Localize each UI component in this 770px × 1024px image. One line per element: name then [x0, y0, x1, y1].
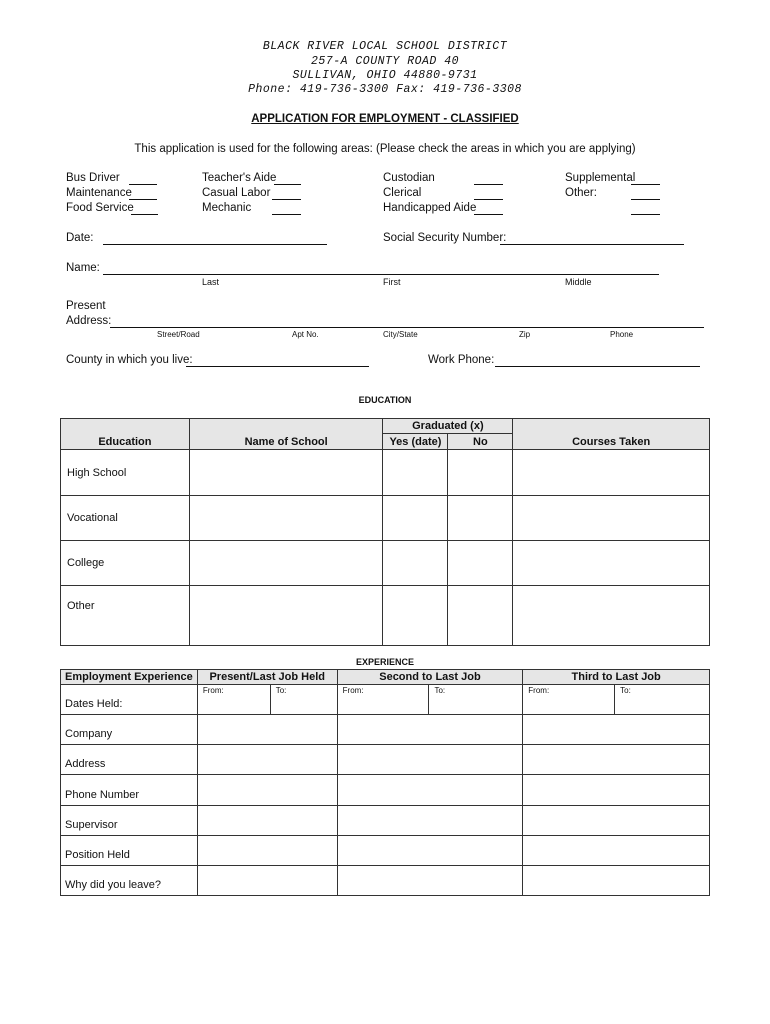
- experience-section-title: EXPERIENCE: [355, 657, 415, 667]
- exp-row-label: Dates Held:: [61, 685, 198, 715]
- exp-job2-cell[interactable]: [337, 715, 523, 745]
- edu-row-college: [61, 541, 710, 586]
- exp-job2-cell[interactable]: [337, 866, 523, 896]
- address-label: Address:: [66, 315, 112, 327]
- exp-job1-cell[interactable]: [197, 775, 337, 806]
- edu-yes-cell[interactable]: [383, 450, 448, 496]
- edu-no-cell[interactable]: [448, 496, 513, 541]
- exp-row-why-leave: [61, 866, 710, 896]
- exp-row-position: [61, 836, 710, 866]
- date-label: Date:: [66, 232, 94, 244]
- edu-yes-cell[interactable]: [383, 496, 448, 541]
- address-field[interactable]: [110, 327, 704, 328]
- exp-job2-from[interactable]: From:: [337, 685, 429, 715]
- exp-job3-cell[interactable]: [523, 806, 710, 836]
- area-teachers-aide: Teacher's Aide: [202, 172, 277, 184]
- addr-city-caption: City/State: [383, 330, 418, 339]
- area-maintenance-blank[interactable]: [129, 199, 157, 200]
- exp-col-job3: Third to Last Job: [523, 670, 710, 685]
- exp-job2-cell[interactable]: [337, 745, 523, 775]
- exp-job2-cell[interactable]: [337, 806, 523, 836]
- exp-col-label: Employment Experience: [61, 670, 198, 685]
- exp-row-label: Supervisor: [61, 806, 198, 836]
- area-other: Other:: [565, 187, 597, 199]
- exp-job3-cell[interactable]: [523, 745, 710, 775]
- edu-yes-cell[interactable]: [383, 541, 448, 586]
- exp-job3-cell[interactable]: [523, 775, 710, 806]
- area-casual-labor: Casual Labor: [202, 187, 271, 199]
- exp-row-label: Phone Number: [61, 775, 198, 806]
- area-other-blank-2[interactable]: [631, 214, 660, 215]
- exp-job1-cell[interactable]: [197, 715, 337, 745]
- addr-apt-caption: Apt No.: [292, 330, 319, 339]
- edu-row-other: [61, 586, 710, 646]
- area-food-service: Food Service: [66, 202, 134, 214]
- area-casual-labor-blank[interactable]: [272, 199, 301, 200]
- exp-job1-to[interactable]: To:: [270, 685, 337, 715]
- area-handicapped-aide: Handicapped Aide: [383, 202, 477, 214]
- area-other-blank[interactable]: [631, 199, 660, 200]
- work-phone-field[interactable]: [495, 366, 700, 367]
- name-label: Name:: [66, 262, 100, 274]
- addr-street-caption: Street/Road: [157, 330, 200, 339]
- exp-job3-to[interactable]: To:: [615, 685, 710, 715]
- exp-job2-cell[interactable]: [337, 775, 523, 806]
- exp-row-label: Company: [61, 715, 198, 745]
- exp-job1-cell[interactable]: [197, 866, 337, 896]
- exp-row-label: Why did you leave?: [61, 866, 198, 896]
- edu-row-label: Other: [61, 586, 190, 646]
- addr-zip-caption: Zip: [519, 330, 531, 339]
- exp-row-phone: [61, 775, 710, 806]
- edu-school-cell[interactable]: [189, 586, 383, 646]
- area-clerical: Clerical: [383, 187, 422, 199]
- exp-job3-cell[interactable]: [523, 866, 710, 896]
- edu-courses-cell[interactable]: [513, 586, 710, 646]
- education-table: [60, 418, 710, 646]
- area-mechanic: Mechanic: [202, 202, 252, 214]
- exp-job3-from[interactable]: From:: [523, 685, 615, 715]
- edu-col-school: Name of School: [189, 419, 383, 450]
- exp-job1-from[interactable]: From:: [197, 685, 270, 715]
- edu-row-label: High School: [61, 450, 190, 496]
- edu-col-courses: Courses Taken: [513, 419, 710, 450]
- edu-school-cell[interactable]: [189, 450, 383, 496]
- exp-col-job1: Present/Last Job Held: [197, 670, 337, 685]
- edu-col-yes: Yes (date): [383, 434, 448, 450]
- county-label: County in which you live:: [66, 354, 193, 366]
- area-supplemental-blank[interactable]: [631, 184, 660, 185]
- area-supplemental: Supplemental: [565, 172, 636, 184]
- exp-job2-cell[interactable]: [337, 836, 523, 866]
- name-first-caption: First: [383, 277, 401, 287]
- edu-no-cell[interactable]: [448, 541, 513, 586]
- addr-phone-caption: Phone: [610, 330, 634, 339]
- exp-job1-cell[interactable]: [197, 806, 337, 836]
- exp-job3-cell[interactable]: [523, 715, 710, 745]
- experience-table: [60, 669, 710, 896]
- exp-row-label: Address: [61, 745, 198, 775]
- exp-job2-to[interactable]: To:: [429, 685, 523, 715]
- area-clerical-blank[interactable]: [474, 199, 503, 200]
- edu-no-cell[interactable]: [448, 586, 513, 646]
- exp-row-supervisor: [61, 806, 710, 836]
- edu-no-cell[interactable]: [448, 450, 513, 496]
- area-custodian: Custodian: [383, 172, 435, 184]
- edu-row-label: Vocational: [61, 496, 190, 541]
- exp-row-label: Position Held: [61, 836, 198, 866]
- form-title: APPLICATION FOR EMPLOYMENT - CLASSIFIED: [251, 113, 519, 125]
- edu-row-label: College: [61, 541, 190, 586]
- education-section-title: EDUCATION: [358, 395, 412, 405]
- ssn-label: Social Security Number:: [383, 232, 507, 244]
- county-field[interactable]: [186, 366, 369, 367]
- present-label: Present: [66, 300, 106, 312]
- edu-col-education: Education: [61, 419, 190, 450]
- edu-row-high-school: [61, 450, 710, 496]
- area-bus-driver: Bus Driver: [66, 172, 120, 184]
- district-phone-fax: Phone: 419-736-3300 Fax: 419-736-3308: [248, 83, 522, 96]
- exp-col-job2: Second to Last Job: [337, 670, 523, 685]
- area-custodian-blank[interactable]: [474, 184, 503, 185]
- exp-job1-cell[interactable]: [197, 745, 337, 775]
- edu-school-cell[interactable]: [189, 541, 383, 586]
- district-name: BLACK RIVER LOCAL SCHOOL DISTRICT: [262, 40, 508, 53]
- exp-row-dates: [61, 685, 710, 715]
- edu-courses-cell[interactable]: [513, 496, 710, 541]
- exp-job1-cell[interactable]: [197, 836, 337, 866]
- area-food-service-blank[interactable]: [131, 214, 158, 215]
- name-last-caption: Last: [202, 277, 220, 287]
- ssn-field[interactable]: [500, 244, 684, 245]
- district-city: SULLIVAN, OHIO 44880-9731: [292, 69, 478, 82]
- area-teachers-aide-blank[interactable]: [274, 184, 301, 185]
- edu-yes-cell[interactable]: [383, 586, 448, 646]
- edu-row-vocational: [61, 496, 710, 541]
- name-middle-caption: Middle: [565, 277, 592, 287]
- edu-school-cell[interactable]: [189, 496, 383, 541]
- edu-courses-cell[interactable]: [513, 450, 710, 496]
- name-field[interactable]: [103, 274, 659, 275]
- exp-row-company: [61, 715, 710, 745]
- area-maintenance: Maintenance: [66, 187, 132, 199]
- exp-job3-cell[interactable]: [523, 836, 710, 866]
- district-street: 257-A COUNTY ROAD 40: [310, 55, 460, 68]
- edu-col-graduated: Graduated (x): [383, 419, 513, 434]
- work-phone-label: Work Phone:: [428, 354, 495, 366]
- area-handicapped-aide-blank[interactable]: [474, 214, 503, 215]
- exp-row-address: [61, 745, 710, 775]
- form-intro: This application is used for the following areas: (Please check the areas in which you are applying): [134, 143, 636, 155]
- area-bus-driver-blank[interactable]: [129, 184, 157, 185]
- area-mechanic-blank[interactable]: [272, 214, 301, 215]
- edu-courses-cell[interactable]: [513, 541, 710, 586]
- date-field[interactable]: [103, 244, 327, 245]
- edu-col-no: No: [448, 434, 513, 450]
